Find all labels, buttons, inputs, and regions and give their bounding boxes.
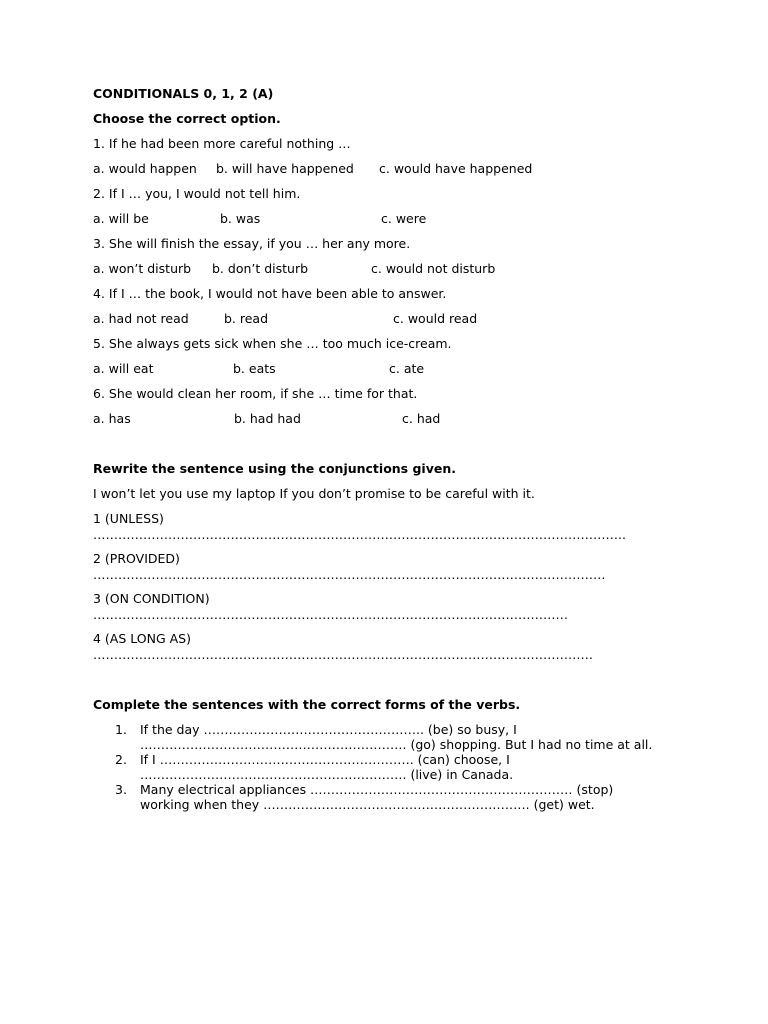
q4-option-a: a. had not read <box>93 311 189 326</box>
q5-option-c: c. ate <box>389 361 425 376</box>
q5-option-b: b. eats <box>233 361 276 376</box>
rewrite-answer-line-1[interactable]: ……………………………………………………………………………………………………………….. <box>93 527 626 542</box>
item-line[interactable]: If the day …………………………………………….. (be) so busy, I <box>140 722 517 737</box>
q2-option-b: b. was <box>220 211 261 226</box>
item-line[interactable]: Many electrical appliances ……………………………………………………… (stop) <box>140 782 614 797</box>
question-3: 3. She will finish the essay, if you … her any more. <box>93 236 411 251</box>
list-item <box>93 782 713 812</box>
q6-option-b: b. had had <box>234 411 301 426</box>
rewrite-label-3: 3 (ON CONDITION) <box>93 591 210 606</box>
section3-instruction: Complete the sentences with the correct forms of the verbs. <box>93 697 521 712</box>
rewrite-answer-line-4[interactable]: ………………………………………………………………………………………………………… <box>93 647 593 662</box>
list-item <box>93 722 713 752</box>
list-item <box>93 752 713 782</box>
q4-option-b: b. read <box>224 311 269 326</box>
q3-option-c: c. would not disturb <box>371 261 496 276</box>
rewrite-answer-line-2[interactable]: …………………………………………………………………………………………………………… <box>93 567 606 582</box>
q2-option-c: c. were <box>381 211 427 226</box>
item-number: 3. <box>115 782 127 797</box>
item-line[interactable]: If I ……………………………………………………. (can) choose, I <box>140 752 510 767</box>
q1-option-a: a. would happen <box>93 161 197 176</box>
section1-instruction: Choose the correct option. <box>93 111 281 126</box>
question-2: 2. If I … you, I would not tell him. <box>93 186 301 201</box>
q6-option-a: a. has <box>93 411 131 426</box>
question-6: 6. She would clean her room, if she … time for that. <box>93 386 418 401</box>
rewrite-label-2: 2 (PROVIDED) <box>93 551 180 566</box>
q6-option-c: c. had <box>402 411 441 426</box>
source-sentence: I won’t let you use my laptop If you don’t promise to be careful with it. <box>93 486 535 501</box>
rewrite-answer-line-3[interactable]: …………………………………………………………………………………………………… <box>93 607 568 622</box>
verb-forms-list <box>93 722 713 812</box>
rewrite-label-4: 4 (AS LONG AS) <box>93 631 191 646</box>
q2-option-a: a. will be <box>93 211 149 226</box>
section2-instruction: Rewrite the sentence using the conjunctions given. <box>93 461 456 476</box>
question-5: 5. She always gets sick when she … too much ice-cream. <box>93 336 452 351</box>
item-number: 1. <box>115 722 127 737</box>
q1-option-b: b. will have happened <box>216 161 354 176</box>
item-line[interactable]: ………………………………………………………. (go) shopping. But I had no time at all. <box>140 737 653 752</box>
question-4: 4. If I … the book, I would not have been able to answer. <box>93 286 447 301</box>
item-number: 2. <box>115 752 127 767</box>
rewrite-label-1: 1 (UNLESS) <box>93 511 164 526</box>
q5-option-a: a. will eat <box>93 361 154 376</box>
q4-option-c: c. would read <box>393 311 478 326</box>
q3-option-b: b. don’t disturb <box>212 261 309 276</box>
item-line[interactable]: working when they ………………………………………………………. (get) wet. <box>140 797 595 812</box>
q1-option-c: c. would have happened <box>379 161 533 176</box>
page-title: CONDITIONALS 0, 1, 2 (A) <box>93 86 274 101</box>
question-1: 1. If he had been more careful nothing … <box>93 136 351 151</box>
item-line[interactable]: ………………………………………………………. (live) in Canada. <box>140 767 514 782</box>
q3-option-a: a. won’t disturb <box>93 261 192 276</box>
